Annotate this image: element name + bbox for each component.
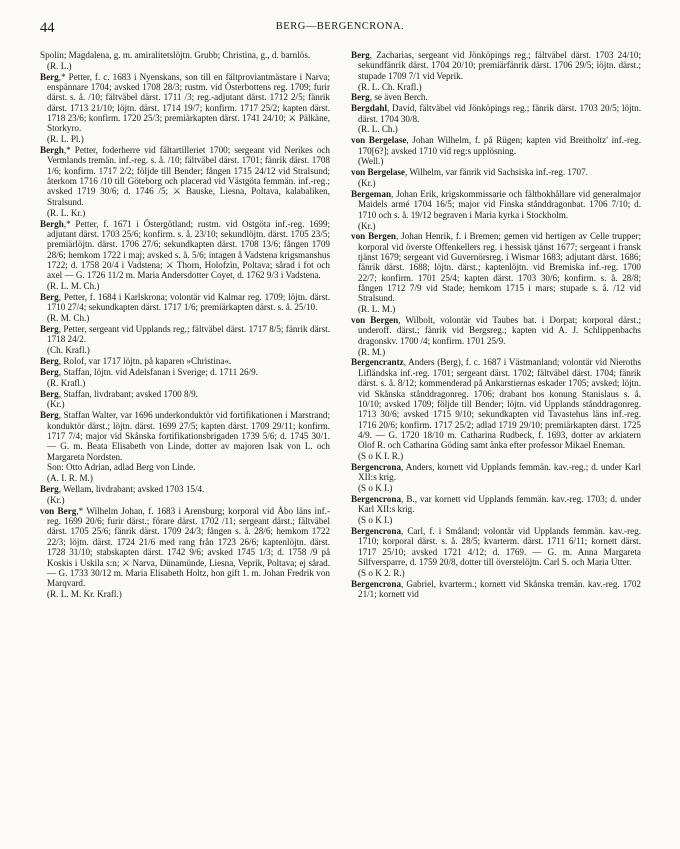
entry-reference: (R. L. Pl.) (47, 134, 84, 145)
right-column (351, 50, 641, 600)
entry-paragraph: Bergencrona, Carl, f. i Småland; volontär vid Upplands femmän. kav.-reg. 1710; korporal därst. s. å. 28/5; kvarterm. därst. 1711 6/11; kornett därst. 1717 25/10; avsked 1721 4/12; d. 1769. — G. m. Anna Margareta Silfversparre, d. 1759 20/8, dotter till överstelöjtn. Carl S. och Maria Utter. (351, 525, 641, 567)
entry-paragraph: Berg, Rolof, var 1717 löjtn. på kaparen »Christina«. (40, 355, 232, 366)
running-title: BERG—BERGENCRONA. (275, 21, 405, 32)
entry-reference: (R. L. Kr.) (47, 207, 86, 218)
entry-name: von Bergen (351, 315, 399, 326)
entry-paragraph: von Berg,* Wilhelm Johan, f. 1683 i Arensburg; korporal vid Åbo läns inf.-reg. 1699 20/6; furir därst.; förare därst. 1702 /11; sergeant därst.; fältväbel därst. 1705 25/6; fänrik därst. 1709 24/3; fången s. å. 28/6; hemkom 1722 22/3; löjtn. därst. 1724 21/6 med rang från 1723 26/6; kaptenlöjtn. därst. 1728 31/10; stabskapten därst. 1742 9/6; avsked 1745 1/3; d. 1758 /9 på Koskis i Uskila s:n; ⚔ Narva, Dünamünde, Liesna, Veprik, Poltava; ej sårad. — G. 1733 30/12 m. Maria Elisabeth Holtz, hon gift 1. m. Johan Fredrik von Marqvard. (40, 505, 330, 589)
entry-reference: Son: Otto Adrian, adlad Berg von Linde. (47, 462, 196, 473)
entry-paragraph: Berg, Petter, sergeant vid Upplands reg.; fältväbel därst. 1717 8/5; fänrik därst. 1718 24/2. (40, 323, 330, 345)
entry-name: Berg (40, 484, 59, 495)
entry-paragraph: Bergh,* Petter, foderherre vid fältartilleriet 1700; sergeant vid Nerikes och Vermlands tremän. inf.-reg. s. å. /10; fältväbel därst. 1701; fänrik därst. 1708 1/6; konfirm. 1717 2/2; följde till Bender; fången 1715 24/12 vid Stralsund; återkom 1716 /10 till Göteborg och placerad vid Västgöta femmän. inf.-reg.; avsked 1719 30/6; d. 1746 /5; ⚔ Bauske, Liesna, Poltava, kalabaliken, Stralsund. (40, 145, 330, 207)
entry-reference: (R. L.) (47, 60, 72, 71)
entry-paragraph: von Bergen, Wilbolt, volontär vid Taubes bat. i Dorpat; korporal därst.; underoff. därst.; fänrik vid Bergsreg.; kapten vid A. J. Schlippenbachs dragonskv. 1700 /4; konfirm. 1701 25/9. (351, 315, 641, 346)
entry-paragraph: Spolin; Magdalena, g. m. amiralitetslöjtn. Grubb; Christina, g., d. barnlös. (40, 50, 311, 60)
entry-reference: (A. I. R. M.) (47, 473, 93, 484)
entry-paragraph: Bergencrona, Anders, kornett vid Upplands femmän. kav.-reg.; d. under Karl XII:s krig. (351, 461, 641, 483)
entry-paragraph: Bergencrantz, Anders (Berg), f. c. 1687 i Västmanland; volontär vid Nieroths Lifländska inf.-reg. 1701; sergeant därst. 1702; fältväbel därst. 1704; fänrik därst. s. å. 8/12; kommenderad på Ankarstiernas eskader 1705; avsked; löjtn. vid Skånska stånddragonreg. 1706; drabant hos konung Stanislaus s. å. 10/10; avsked 1709; följde till Bender; löjtn. vid Upplands stånddragonreg. 1713 30/6; avsked 1715 9/10; sekundkapten vid Tavastehus läns inf.-reg. 1716 20/6; konfirm. 1717 25/2; adlad 1719 29/10; premiärkapten därst. 1725 4/9. — G. 1720 18/10 m. Catharina Rudbeck, f. 1693, dotter av arkiatern Olof R. och Catharina Göding samt änka efter professor Mikael Eneman. (351, 357, 641, 451)
entry-name: Berg (40, 410, 59, 421)
entry-paragraph: Bergdahl, David, fältväbel vid Jönköpings reg.; fänrik därst. 1703 20/5; löjtn. därst. 1704 30/8. (351, 103, 641, 124)
entry-paragraph: Bergh,* Petter, f. 1671 i Östergötland; rustm. vid Ostgöta inf.-reg. 1699; adjutant därst. 1703 25/6; konfirm. s. å. 23/10; sekundlöjtn. därst. 1705 23/5; premiärlöjtn. därst. 1706 27/6; sekundkapten därst. 1708 13/6; fången 1709 28/6; hemkom 1722 i maj; avsked s. å. 5/6; intagen å Vadstena krigsmanshus 1722; d. 1758 20/4 i Vadstena; ⚔ Thorn, Holofzin, Poltava; sårad i fot och axel — G. 1726 11/2 m. Maria Andersdotter Coyet, d. 1762 9/3 i Vadstena. (40, 218, 330, 281)
left-column (40, 50, 330, 600)
entry-reference: (R. M. Ch.) (47, 313, 90, 324)
entry-name: Berg (351, 92, 370, 103)
entry-reference: (S o K I. R.) (358, 451, 404, 462)
entry-reference: (R. L. M.) (358, 304, 396, 315)
entry-name: Bergencrona (351, 493, 402, 504)
entry-reference: (Kr.) (358, 178, 376, 189)
entry-name: Berg (40, 291, 59, 302)
entry-name: von Bergelase (351, 135, 407, 146)
entry-name: Bergencrona (351, 461, 402, 472)
entry-reference: (R. L. Ch.) (358, 124, 398, 135)
entry-name: Bergdahl (351, 103, 387, 114)
entry-name: Berg (40, 355, 59, 366)
page-number: 44 (40, 20, 55, 36)
page-header (40, 20, 640, 36)
entry-paragraph: Bergeman, Johan Erik, krigskommissarie och fältbokhållare vid generalmajor Maidels armé 1704 16/5; major vid Finska stånddragonbat. 1706 7/10; d. 1710 och s. å. 19/12 begraven i Maria kyrka i Stockholm. (351, 188, 641, 220)
entry-name: Berg (40, 323, 59, 334)
entry-paragraph: von Bergen, Johan Henrik, f. i Bremen; gemen vid hertigen av Celle trupper; korporal vid överste Offenkellers reg. i hessisk tjänst 1677; sergeant i fransk tjänst 1679; sergeant vid Guvernörsreg. i Wismar 1683; adjutant därst. 1686; fänrik därst. 1688; löjtn. därst.; kaptenlöjtn. vid Bremiska inf.-reg. 1700 22/7; konfirm. 1701 25/4; kapten därst. 1703 30/6; konfirm. s. å. 28/8; fången 1712 7/9 vid Stade; hemkom 1715 i mars; stupade s. å. /12 vid Stralsund. (351, 231, 641, 304)
entry-name: Berg (351, 50, 370, 60)
entry-reference: (S o K I.) (358, 515, 393, 526)
entry-name: Berg (40, 71, 59, 82)
entry-paragraph: Bergencrona, Gabriel, kvarterm.; kornett vid Skånska tremän. kav.-reg. 1702 21/1; kornett vid (351, 578, 641, 600)
entry-name: Berg (40, 366, 59, 377)
entry-paragraph: Berg, Wellam, livdrabant; avsked 1703 15/4. (40, 484, 205, 495)
entry-name: Bergeman (351, 188, 392, 199)
entry-reference: (R. Krafl.) (47, 377, 86, 388)
entry-paragraph: Berg, Petter, f. 1684 i Karlskrona; volontär vid Kalmar reg. 1709; löjtn. därst. 1710 27/4; sekundkapten därst. 1717 1/6; premiärkapten därst. s. å. 25/10. (40, 291, 330, 313)
entry-reference: (S o K 2. R.) (358, 567, 405, 578)
entry-paragraph: Berg, Zacharias, sergeant vid Jönköpings reg.; fältväbel därst. 1703 24/10; sekundfänrik därst. 1704 20/10; premiärfänrik därst. 1706 29/5; löjtn. därst.; stupade 1709 7/1 vid Veprik. (351, 50, 641, 81)
entry-name: Berg (40, 388, 59, 399)
entry-paragraph: von Bergelase, Johan Wilhelm, f. på Rügen; kapten vid Breitholtz' inf.-reg. 170[6?]; avsked 1710 vid reg:s upplösning. (351, 135, 641, 156)
entry-paragraph: Berg, Staffan Walter, var 1696 underkonduktör vid fortifikationen i Marstrand; konduktör därst.; löjtn. därst. 1699 27/5; kapten därst. 1709 29/11; konfirm. 1717 7/4; major vid Skånska fortifikationsbrigaden 1739 5/6; d. 1745 30/1. — G. m. Beata Elisabeth von Linde, dotter av majoren Isak von L. och Margareta Nordsten. (40, 410, 330, 462)
entry-reference: (Ch. Krafl.) (47, 345, 90, 356)
entry-name: Bergencrona (351, 525, 402, 536)
entry-reference: (R. L. M. Ch.) (47, 281, 100, 292)
entry-paragraph: Bergencrona, B., var kornett vid Upplands femmän. kav.-reg. 1703; d. under Karl XII:s krig. (351, 493, 641, 515)
entry-paragraph: Berg,* Petter, f. c. 1683 i Nyenskans, son till en fältproviantmästare i Narva; enspännare 1704; avsked 1708 28/3; rustm. vid Österbottens reg. 1709; furir därst. s. å. /10; fältväbel därst. 1711 /3; reg.-adjutant därst. 1712 2/5; fänrik därst. 1713 21/10; löjtn. därst. 1714 19/7; konfirm. 1717 25/2; kapten därst. 1718 23/6; konfirm. 1720 25/3; premiärkapten därst. 1741 24/10; ⚔ Pälkäne, Storkyro. (40, 71, 330, 134)
entry-paragraph: Berg, se även Berch. (351, 92, 428, 103)
entry-name: Bergh (40, 218, 64, 229)
entry-paragraph: Berg, Staffan, löjtn. vid Adelsfanan i Sverige; d. 1711 26/9. (40, 366, 258, 377)
entry-reference: (Kr.) (47, 494, 65, 505)
entry-reference: (Kr.) (358, 220, 376, 231)
entry-reference: (R. L. Ch. Krafl.) (358, 81, 422, 92)
entry-reference: (R. L. M. Kr. Krafl.) (47, 589, 122, 600)
entry-paragraph: von Bergelase, Wilhelm, var fänrik vid Sachsiska inf.-reg. 1707. (351, 167, 588, 178)
entry-name: Bergencrona (351, 578, 402, 589)
entry-name: Bergh (40, 145, 64, 156)
entry-reference: (Well.) (358, 156, 384, 167)
entry-name: von Bergen (351, 231, 396, 242)
entry-reference: (R. M.) (358, 346, 386, 357)
entry-name: von Berg (40, 505, 77, 516)
entry-name: Bergencrantz (351, 357, 404, 368)
entry-name: von Bergelase (351, 167, 405, 178)
entry-reference: (Kr.) (47, 399, 65, 410)
entry-paragraph: Berg, Staffan, livdrabant; avsked 1700 8/9. (40, 388, 198, 399)
entry-reference: (S o K I.) (358, 483, 393, 494)
